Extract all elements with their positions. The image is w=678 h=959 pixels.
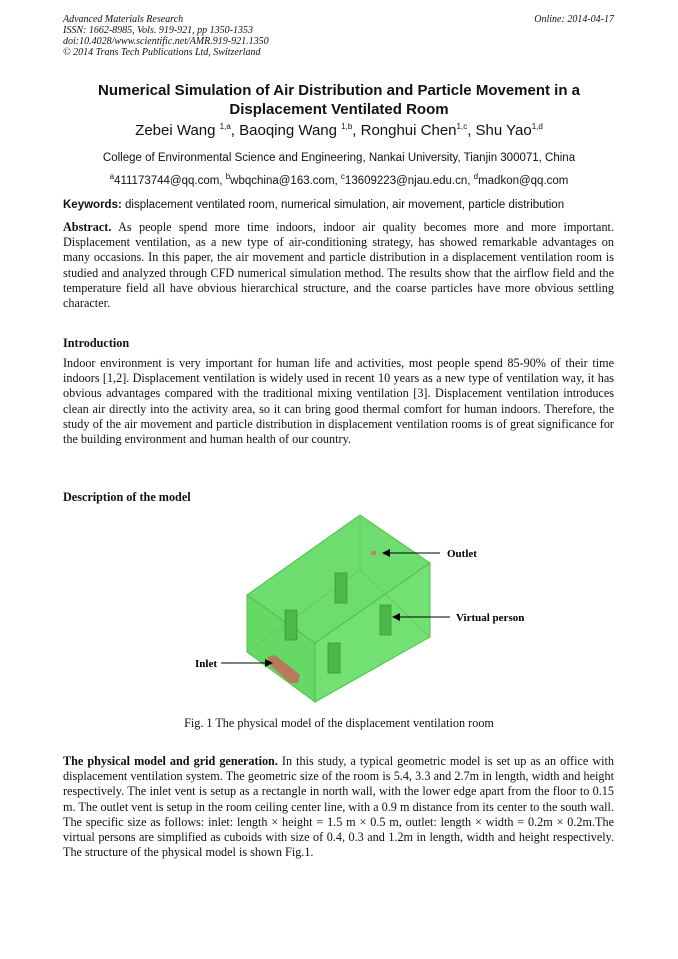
paper-title: Numerical Simulation of Air Distribution and Particle Movement in a Displacement Ventilated Room: [97, 82, 581, 118]
email-sup: a: [109, 172, 115, 181]
author: Ronghui Chen: [360, 122, 457, 139]
email[interactable]: 13609223@njau.edu.cn: [344, 174, 468, 187]
keywords-text: displacement ventilated room, numerical simulation, air movement, particle distribution: [121, 199, 565, 211]
author-sup: 1,a: [219, 122, 231, 131]
room-box: [247, 515, 430, 702]
journal-header: [63, 14, 269, 58]
author-sup: 1,d: [531, 122, 543, 131]
keywords-label: Keywords:: [63, 199, 122, 211]
abstract: [63, 220, 614, 311]
physical-model-paragraph: [63, 754, 614, 860]
online-date: Online: 2014-04-17: [534, 14, 614, 25]
email-sup: c: [340, 172, 345, 181]
emails: $^a$411173744@qq.com, $^b$wbqchina@163.com, $^c$13609223@njau.edu.cn, $^d$madkon@qq.com: [109, 172, 569, 187]
abstract-label: Abstract.: [63, 220, 112, 234]
email-sup: d: [473, 172, 479, 181]
affiliation: College of Environmental Science and Engineering, Nankai University, Tianjin 300071, China: [102, 152, 576, 164]
email[interactable]: madkon@qq.com: [478, 174, 569, 187]
email[interactable]: wbqchina@163.com: [230, 174, 335, 187]
section-heading-model: Description of the model: [63, 490, 191, 504]
virtual-person: [285, 610, 297, 640]
physical-model-label: The physical model and grid generation.: [63, 754, 278, 768]
copyright: © 2014 Trans Tech Publications Ltd, Switzerland: [63, 47, 261, 58]
doi: doi:10.4028/www.scientific.net/AMR.919-921.1350: [63, 36, 269, 47]
figure-caption: Fig. 1 The physical model of the displacement ventilation room: [184, 716, 494, 730]
author: Zebei Wang: [135, 122, 220, 139]
virtual-person: [335, 573, 347, 603]
keywords: [63, 199, 615, 211]
journal-name: Advanced Materials Research: [63, 14, 184, 25]
issn: ISSN: 1662-8985, Vols. 919-921, pp 1350-1353: [63, 25, 253, 36]
outlet-vent: [371, 551, 376, 555]
virtual-person: [380, 605, 391, 635]
virtual-person-label: Virtual person: [456, 612, 525, 624]
virtual-person: [328, 643, 340, 673]
outlet-label: Outlet: [447, 548, 477, 560]
author: Baoqing Wang: [239, 122, 342, 139]
abstract-text: As people spend more time indoors, indoor air quality becomes more and more important. Displacement ventilation, as a new type of air-conditioning strategy, has showed remarkable advantages on many occasions. In this paper, the air movement and particle distribution in a displacement ventilation room is studied and analyzed through CFD numerical simulation method. The results show that the airflow field and the temperature field all have obvious hierarchical structure, and the coarse particles have more obvious settling character.: [63, 220, 614, 311]
author: Shu Yao: [475, 122, 532, 139]
room-model-figure: [0, 500, 678, 710]
author-sup: 1,b: [341, 122, 353, 131]
inlet-label: Inlet: [195, 658, 217, 670]
introduction-text: Indoor environment is very important for human life and activities, most people spend 85-90% of their time indoors [1,2]. Displacement ventilation is widely used in recent 10 years as a new type of ventilation way, it has obvious advantages compared with the traditional mixing ventilation [3]. Displacement ventilation introduces clean air directly into the activity area, so it can bring good thermal comfort for human indoors. Therefore, the study of the air movement and particle distribution in displacement ventilation rooms is of great significance for the building environment and human health of our country.: [63, 356, 614, 447]
email[interactable]: 411173744@qq.com: [114, 174, 220, 187]
author-sup: 1,c: [456, 122, 468, 131]
authors: Zebei Wang $^{1,a}$, Baoqing Wang $^{1,b}$, Ronghui Chen$^{1,c}$, Shu Yao$^{1,d}$: [135, 122, 543, 139]
section-heading-introduction: Introduction: [63, 336, 130, 350]
physical-model-text: In this study, a typical geometric model is set up as an office with displacement ventilation system. The geometric size of the room is 5.4, 3.3 and 2.7m in length, width and height respectively. The inlet vent is setup as a rectangle in north wall, with the lower edge apart from the floor to 0.15 m. The outlet vent is setup in the room ceiling center line, with a 0.9 m distance from its center to the south wall. The specific size as follows: inlet: length × height = 1.5 m × 0.5 m, outlet: length × width = 0.2m × 0.2m.The virtual persons are simplified as cuboids with size of 0.4, 0.3 and 1.2m in length, width and height respectively. The structure of the physical model is shown Fig.1.: [63, 754, 615, 860]
email-sup: b: [225, 172, 231, 181]
